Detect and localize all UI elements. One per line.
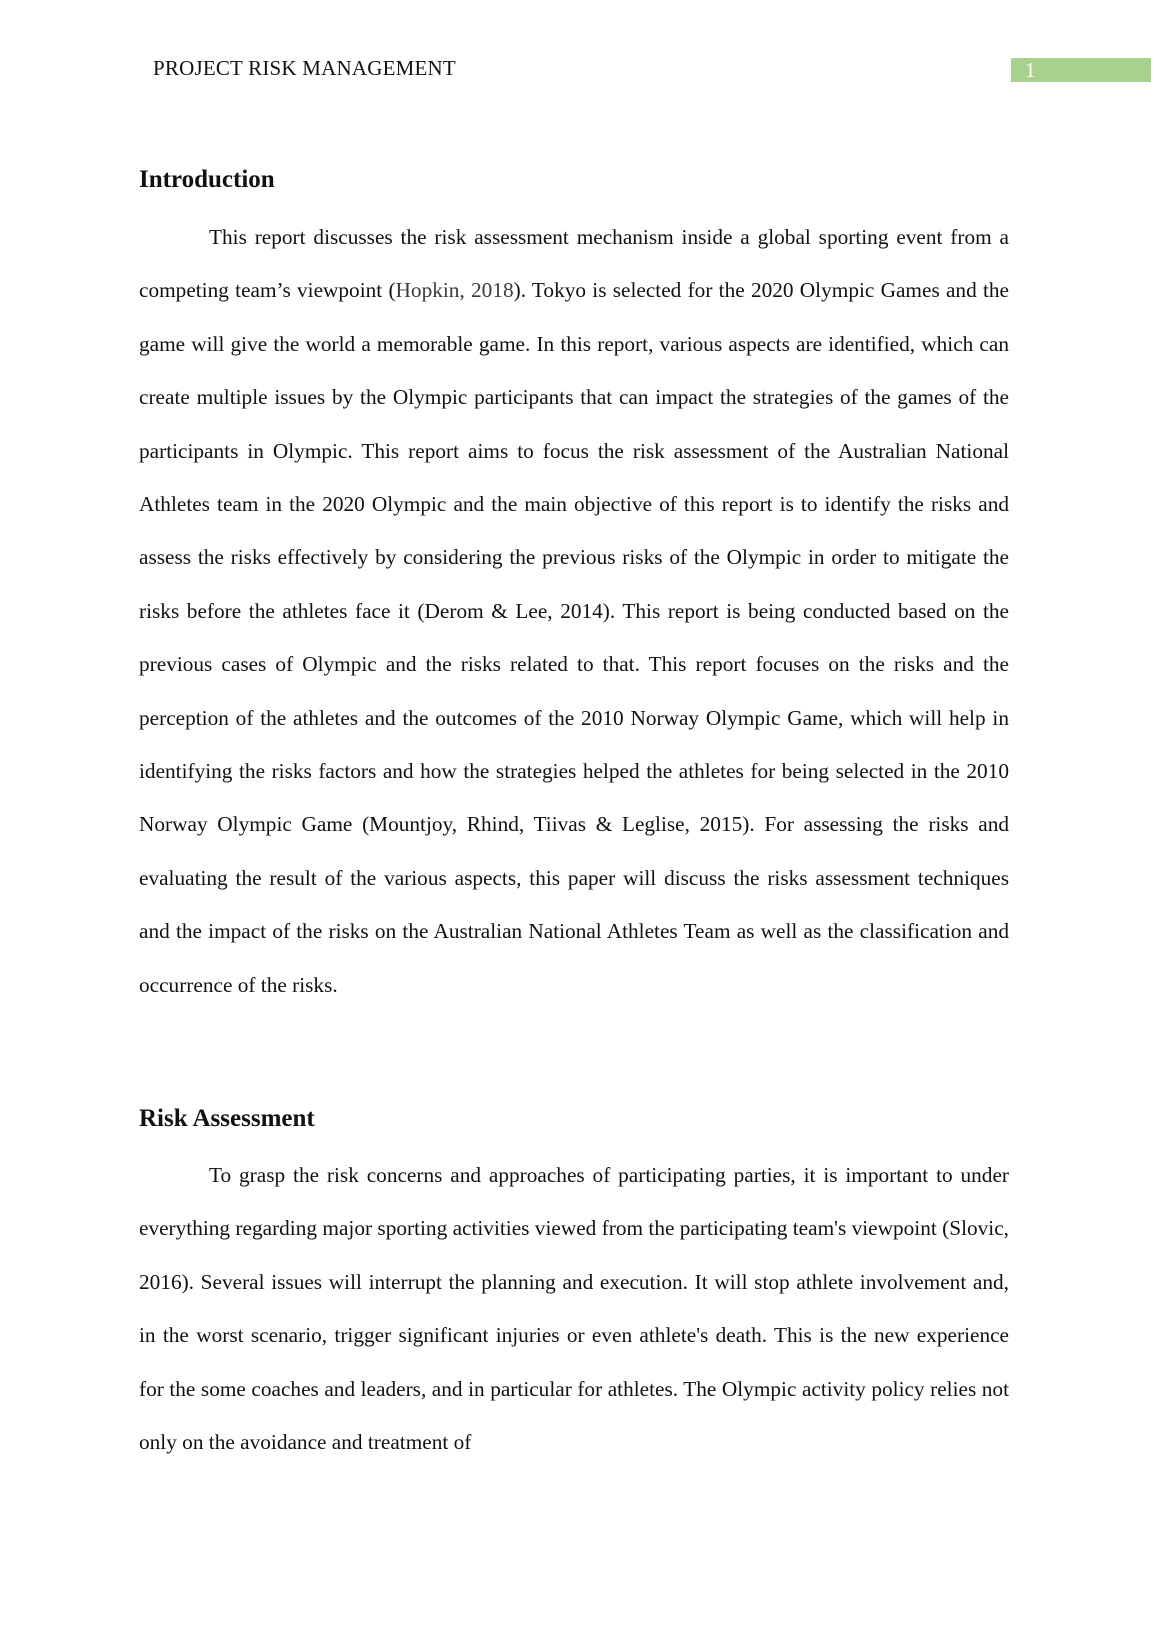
page-number: 1 bbox=[1025, 58, 1036, 82]
paragraph-text: This report discusses the risk assessment mechanism inside a global sporting event from a competing team’s viewpoint ( bbox=[139, 225, 1009, 303]
running-head-title: PROJECT RISK MANAGEMENT bbox=[153, 56, 456, 80]
paragraph-text: ). Tokyo is selected for the 2020 Olympic Games and the game will give the world a memorable game. In this report, various aspects are identified, which can create multiple issues by the Olympic participants that can impact the strategies of the games of the participants in Olympic. This report aims to focus the risk assessment of the Australian National Athletes team in the 2020 Olympic and the main objective of this report is to identify the risks and assess the risks effectively by considering the previous risks of the Olympic in order to mitigate the risks before the athletes face it (Derom & Lee, 2014). This report is being conducted based on the previous cases of Olympic and the risks related to that. This report focuses on the risks and the perception of the athletes and the outcomes of the 2010 Norway Olympic Game, which will help in identifying the risks factors and how the strategies helped the athletes for being selected in the 2010 Norway Olympic Game (Mountjoy, Rhind, Tiivas & Leglise, 2015). For assessing the risks and evaluating the result of the various aspects, this paper will discuss the risks assessment techniques and the impact of the risks on the Australian National Athletes Team as well as the classification and occurrence of the risks. bbox=[139, 278, 1010, 997]
citation-hopkin: Hopkin, 2018 bbox=[395, 278, 514, 303]
section-heading-introduction: Introduction bbox=[139, 166, 275, 193]
section-heading-risk-assessment: Risk Assessment bbox=[139, 1105, 315, 1132]
risk-assessment-paragraph: To grasp the risk concerns and approaches of participating parties, it is important to under everything regarding major sporting activities viewed from the participating team's viewpoint (Slovic, 2016). Several issues will interrupt the planning and execution. It will stop athlete involvement and, in the worst scenario, trigger significant injuries or even athlete's death. This is the new experience for the some coaches and leaders, and in particular for athletes. The Olympic activity policy relies not only on the avoidance and treatment of bbox=[139, 1163, 1009, 1455]
page-number-box bbox=[1011, 58, 1151, 82]
introduction-paragraph bbox=[139, 211, 1009, 1012]
